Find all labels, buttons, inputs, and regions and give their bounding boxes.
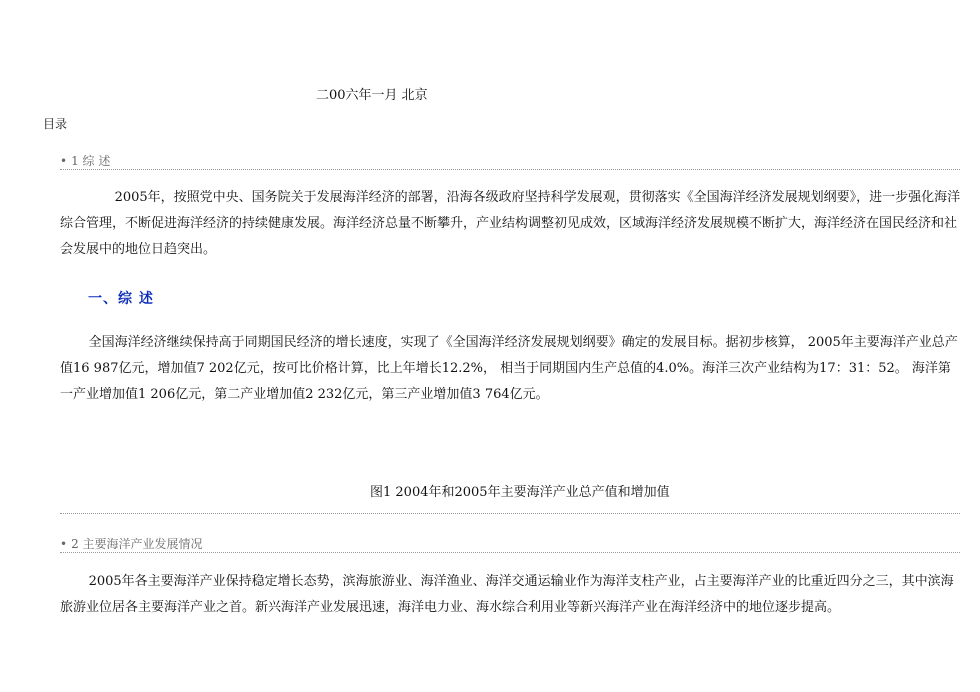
industries-paragraph: 2005年各主要海洋产业保持稳定增长态势，滨海旅游业、海洋渔业、海洋交通运输业作为海洋支柱产业，占主要海洋产业的比重近四分之三，其中滨海旅游业位居各主要海洋产业之首。新兴海洋产业发展迅速，海洋电力业、海水综合利用业等新兴海洋产业在海洋经济中的地位逐步提高。 [60, 574, 954, 615]
section-heading-overview: 一、综 述 [88, 291, 154, 307]
toc-item-label: 2 主要海洋产业发展情况 [71, 537, 203, 551]
figure-caption: 图1 2004年和2005年主要海洋产业总产值和增加值 [370, 485, 670, 500]
toc-title: 目录 [43, 117, 68, 131]
toc-item-major-industries[interactable] [60, 537, 960, 553]
bullet-icon: • [60, 537, 68, 551]
intro-paragraph: 2005年，按照党中央、国务院关于发展海洋经济的部署，沿海各级政府坚持科学发展观，贯彻落实《全国海洋经济发展规划纲要》，进一步强化海洋综合管理，不断促进海洋经济的持续健康发展。海洋经济总量不断攀升，产业结构调整初见成效，区域海洋经济发展规模不断扩大，海洋经济在国民经济和社会发展中的地位日趋突出。 [60, 190, 961, 257]
toc-item-label: 1 综 述 [71, 154, 111, 168]
bullet-icon: • [60, 154, 68, 168]
toc-item-overview[interactable] [60, 154, 960, 170]
figure-divider [60, 513, 960, 514]
document-date-line: 二00六年一月 北京 [316, 88, 428, 103]
overview-paragraph: 全国海洋经济继续保持高于同期国民经济的增长速度，实现了《全国海洋经济发展规划纲要》确定的发展目标。据初步核算， 2005年主要海洋产业总产值16 987亿元，增加值7 202亿元，按可比价格计算，比上年增长12.2%， 相当于同期国内生产总值的4.0%。海洋三次产业结构为17：31：52。 海洋第一产业增加值1 206亿元，第二产业增加值2 232亿元，第三产业增加值3 764亿元。 [60, 335, 958, 402]
